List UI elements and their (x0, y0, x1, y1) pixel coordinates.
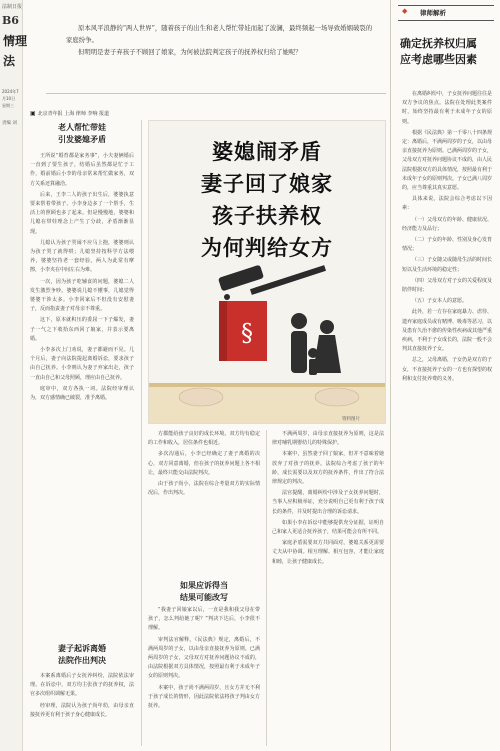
paragraph: 如果小李在诉讼中能够提供充分证据，证明自己和家人更适合抚养孩子，结果可能会有所不同。 (272, 519, 384, 536)
paragraph: 由于孩子尚小，法院在综合考量双方的实际情况后，作出判决。 (148, 481, 260, 497)
sidebar-body (402, 90, 492, 386)
paragraph: （四）父母双方对子女的关爱程度及陪伴时间； (402, 277, 493, 294)
issue-date: 2024年7月10日 星期三 (2, 89, 19, 108)
paragraph: 这下，原本就积压的委屈一下子爆发，妻子一气之下收拾东西回了娘家，并表示要离婚。 (30, 317, 134, 342)
image-credit: 资料图片 (342, 417, 360, 422)
paragraph: （二）子女的年龄、性别及身心发育情况； (402, 237, 493, 253)
tag-marker-icon: ◆ (402, 7, 408, 15)
section-tag (398, 5, 494, 21)
paragraph: 本案系离婚后子女抚养纠纷，法院依法审理。在诉讼中，双方均主张孩子的抚养权，法官多次组织调解无果。 (30, 673, 134, 698)
lede-paragraph: 原本风平浪静的“两人世界”，随着孩子的出生和老人帮忙带娃而起了波澜，最终频起一场导致婚姻破裂的家庭纷争。 (66, 24, 373, 44)
editor-credit: 责编 刘 (2, 121, 17, 126)
paragraph: 法官提醒，离婚纠纷中涉及子女抚养问题时，当事人应积极举证，充分说明自己更有利于孩子成长的条件，并及时提出合理的诉讼请求。 (272, 490, 384, 515)
sidebar-title: 确定抚养权归属 应考虑哪些因素 (400, 37, 477, 66)
law-book-icon (219, 301, 267, 361)
newspaper-name: 法制日报 (2, 4, 23, 10)
paragraph: 经审理，法院认为孩子尚年幼，由母亲直接抚养更有利于孩子身心健康成长。 (30, 702, 134, 718)
paragraph: 总之，父母离婚，子女仍是双方的子女，不直接抚养子女的一方也有探望的权利和支付抚养费的义务。 (402, 357, 493, 382)
paragraph: “我妻子回娘家以后，一直是我和我父母在带孩子，怎么判给她了呢？”判决下达后，小李很不理解。 (148, 607, 260, 632)
paragraph: （一）父母双方的年龄、健康状况、经济能力及品行； (402, 216, 493, 232)
byline-text: 北京青年报 上海 律师 李响 报道 (37, 111, 110, 117)
article-column-2 (148, 430, 260, 580)
headline-line: 孩子扶养权 (212, 203, 322, 228)
section-tag-label: 律师解析 (420, 9, 446, 17)
paragraph: （三）子女随父或随母生活的时间长短以及生活环境的稳定性； (402, 257, 493, 273)
headline-line: 为何判给女方 (201, 235, 333, 260)
paragraph: 审判法官解释，《民法典》规定，离婚后，不满两周岁的子女，以由母亲直接抚养为原则。已满两周岁的子女，父母双方对抚养问题协议不成的，由法院根据双方具体情况，按照最有利于未成年子女的原则判决。 (148, 636, 260, 680)
left-rail (0, 0, 23, 751)
article-column-3 (272, 430, 384, 746)
section-title-part-1: 情理 (3, 34, 28, 48)
byline (30, 110, 150, 117)
paragraph: 具体来说，法院会综合考虑以下因素： (402, 196, 492, 212)
section-title-part-2: 法 (3, 54, 16, 68)
paragraph: 家庭矛盾需要双方共同面对，婆媳关系更需要丈夫从中协调。相互理解、相互包容，才能让家庭和睦，让孩子健康成长。 (272, 540, 384, 565)
subhead-proper-defense: 如果应诉得当 结果可能改写 (180, 581, 228, 602)
paragraph: 根据《民法典》第一千零八十四条规定：离婚后，不满两周岁的子女，以由母亲直接抚养为原则。已满两周岁的子女，父母双方对抚养问题协议不成的，由人民法院根据双方的具体情况，按照最有利于未成年子女的原则判决。子女已满八周岁的，应当尊重其真实意愿。 (402, 129, 493, 192)
paragraph: 本案中，虽然妻子回了娘家，但并不意味着她放弃了对孩子的抚养。法院综合考虑了孩子的年龄、成长需要以及双方的抚养条件，作出了符合法律规定的判决。 (272, 451, 384, 486)
headline-line: 婆媳闹矛盾 (212, 139, 322, 164)
column-divider (141, 120, 142, 746)
headline (152, 136, 382, 264)
article-column-1-cont (30, 672, 134, 746)
info-icon: ▣ (30, 110, 36, 117)
paragraph: 王所说“婚育都是家务事”，小夫妻俩婚后一直到了要生孩子，结婚后虽然都是忙于工作，婚前婚后小李的母亲常来帮忙做家务，双方关系还算融洽。 (30, 153, 134, 187)
lede-paragraph: 但明明是妻子弃孩子不顾回了娘家，为何被法院判定孩子的抚养权归给了她呢？ (78, 48, 302, 56)
svg-text:§: § (241, 319, 253, 347)
page-number: B6 (2, 14, 19, 27)
paragraph: （五）子女本人的意愿。 (412, 298, 468, 305)
subhead-in-law-conflict: 老人帮忙带娃 引发婆媳矛盾 (58, 123, 106, 144)
paragraph: 在离婚纠纷中，子女抚养问题往往是双方争议的焦点。法院在处理此类案件时，始终坚持最有利于未成年子女的原则。 (402, 91, 493, 125)
paragraph: 后来，王李二人的孩子出生后，婆婆执意要来帮着带孩子。小李身边多了一个帮手，生活上的照顾也多了起来。但是慢慢地，婆婆和儿媳在带娃理念上产生了分歧，矛盾渐渐显现。 (30, 191, 134, 235)
paragraph: 小李多次上门劝说，妻子都避而不见。几个月后，妻子向法院提起离婚诉讼，要求孩子由自己抚养。小李则认为妻子弃家出走，孩子一直由自己和父母照顾，理应由自己抚养。 (30, 347, 134, 381)
paragraph: 本案中，孩子尚不满两周岁，且女方并无不利于孩子成长的情形，因此法院依法将孩子判由女方抚养。 (148, 684, 260, 710)
paragraph: 庭审中，双方各执一词。法院经审理认为，双方感情确已破裂，准予离婚。 (30, 385, 134, 402)
paragraph: 此外，若一方存在家庭暴力、虐待、遗弃家庭成员或有赌博、吸毒等恶习，以及患有久治不愈的传染性疾病或其他严重疾病，不利于子女成长的，法院一般不会判其直接抚养子女。 (402, 309, 493, 353)
paragraph: 不满两周岁，由母亲直接抚养为原则，这是法律对哺乳期婴幼儿的特殊保护。 (272, 431, 384, 447)
article-column-1 (30, 152, 134, 547)
article-column-2-cont (148, 606, 260, 746)
paragraph: 方都能给孩子良好的成长环境。双方均有稳定的工作和收入，居住条件也相近。 (148, 431, 260, 447)
paragraph: 一次，因为孩子吃辅食的问题，婆媳二人发生激烈争吵。婆婆说儿媳不懂事，儿媳觉得婆婆干涉太多。小李回家后不但没有安慰妻子，反而指责妻子对母亲不尊重。 (30, 278, 134, 313)
headline-line: 妻子回了娘家 (201, 171, 333, 196)
subhead-court-ruling: 妻子起诉离婚 法院作出判决 (58, 644, 106, 665)
lede-divider (46, 93, 386, 94)
article-lede (66, 22, 376, 58)
paragraph: 多次沟通后，小李已经确定了妻子离婚的决心，双方同意离婚，但在孩子的抚养问题上各不相让，最终只能交由法院判决。 (148, 451, 260, 476)
column-divider (266, 430, 267, 746)
paragraph: 儿媳认为孩子哭闹不应马上抱，婆婆则认为孩子哭了就得哄；儿媳坚持按科学方法喂养，婆婆坚持老一套经验。两人为此常有摩擦，小李夹在中间左右为难。 (30, 239, 134, 274)
